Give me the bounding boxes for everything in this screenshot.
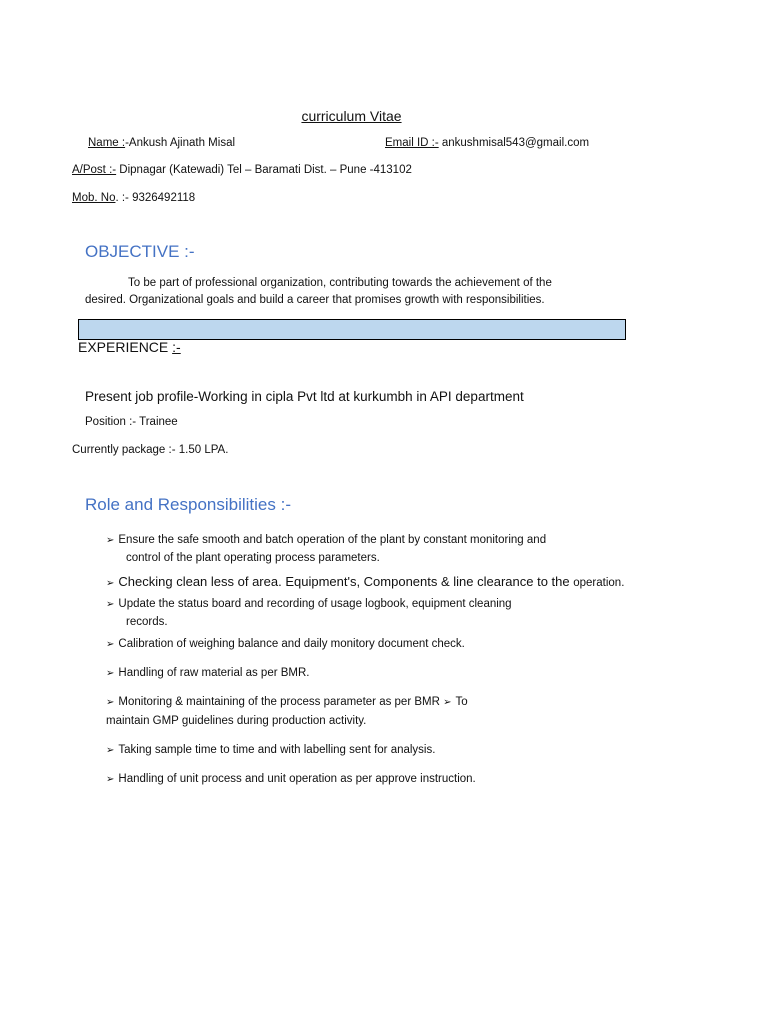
arrow-bullet-icon: ➢ bbox=[106, 668, 115, 679]
objective-text-line-2: desired. Organizational goals and build a career that promises growth with responsibilities. bbox=[85, 294, 545, 306]
experience-heading-text: EXPERIENCE bbox=[78, 339, 173, 355]
arrow-bullet-icon: ➢ bbox=[106, 535, 115, 546]
name-value: -Ankush Ajinath Misal bbox=[125, 137, 236, 149]
name-label: Name : bbox=[88, 137, 126, 149]
arrow-bullet-icon: ➢ bbox=[443, 697, 452, 708]
email-value: ankushmisal543@gmail.com bbox=[438, 137, 590, 149]
list-item-text: Handling of unit process and unit operation as per approve instruction. bbox=[118, 773, 476, 785]
list-item-continuation: records. bbox=[126, 616, 168, 628]
objective-heading: OBJECTIVE :- bbox=[85, 242, 195, 261]
job-profile: Present job profile-Working in cipla Pvt ltd at kurkumbh in API department bbox=[85, 389, 524, 404]
list-item bbox=[106, 667, 310, 679]
list-item bbox=[106, 696, 468, 708]
list-item-text: Handling of raw material as per BMR. bbox=[118, 667, 310, 679]
list-item bbox=[106, 534, 546, 546]
arrow-bullet-icon: ➢ bbox=[106, 745, 115, 756]
address-line bbox=[72, 164, 412, 176]
arrow-bullet-icon: ➢ bbox=[106, 599, 115, 610]
list-item-text-tail: To bbox=[455, 696, 468, 708]
list-item-text-tail: operation. bbox=[573, 577, 625, 589]
name-line bbox=[88, 137, 235, 149]
address-value: Dipnagar (Katewadi) Tel – Baramati Dist. – Pune -413102 bbox=[116, 164, 412, 176]
list-item-text: Taking sample time to time and with labelling sent for analysis. bbox=[118, 744, 436, 756]
list-item-continuation: control of the plant operating process parameters. bbox=[126, 552, 380, 564]
position: Position :- Trainee bbox=[85, 416, 178, 428]
list-item-text: Update the status board and recording of usage logbook, equipment cleaning bbox=[118, 598, 512, 610]
list-item bbox=[106, 744, 435, 756]
list-item-text: Ensure the safe smooth and batch operation of the plant by constant monitoring and bbox=[118, 534, 547, 546]
arrow-bullet-icon: ➢ bbox=[106, 697, 115, 708]
email-line bbox=[385, 137, 589, 149]
list-item-text: Calibration of weighing balance and daily monitory document check. bbox=[118, 638, 465, 650]
mobile-label: Mob. No bbox=[72, 192, 116, 204]
address-label: A/Post :- bbox=[72, 164, 117, 176]
package: Currently package :- 1.50 LPA. bbox=[72, 444, 229, 456]
list-item-continuation: maintain GMP guidelines during production activity. bbox=[106, 715, 367, 727]
objective-text-line-1: To be part of professional organization, contributing towards the achievement of the bbox=[128, 277, 552, 289]
roles-heading: Role and Responsibilities :- bbox=[85, 495, 291, 514]
experience-heading-suffix: :- bbox=[172, 339, 181, 355]
list-item-text: Checking clean less of area. Equipment's, Components & line clearance to the bbox=[118, 574, 574, 589]
list-item-text: Monitoring & maintaining of the process parameter as per BMR bbox=[118, 696, 444, 708]
experience-highlight-bar bbox=[78, 319, 626, 340]
list-item bbox=[106, 574, 624, 589]
arrow-bullet-icon: ➢ bbox=[106, 639, 115, 650]
mobile-line bbox=[72, 192, 195, 204]
mobile-value: . :- 9326492118 bbox=[115, 192, 196, 204]
experience-heading bbox=[78, 339, 181, 355]
arrow-bullet-icon: ➢ bbox=[106, 774, 115, 785]
email-label: Email ID :- bbox=[385, 137, 439, 149]
list-item bbox=[106, 638, 465, 650]
document-title: curriculum Vitae bbox=[301, 108, 402, 124]
list-item bbox=[106, 598, 512, 610]
arrow-bullet-icon: ➢ bbox=[106, 578, 115, 589]
list-item bbox=[106, 773, 476, 785]
